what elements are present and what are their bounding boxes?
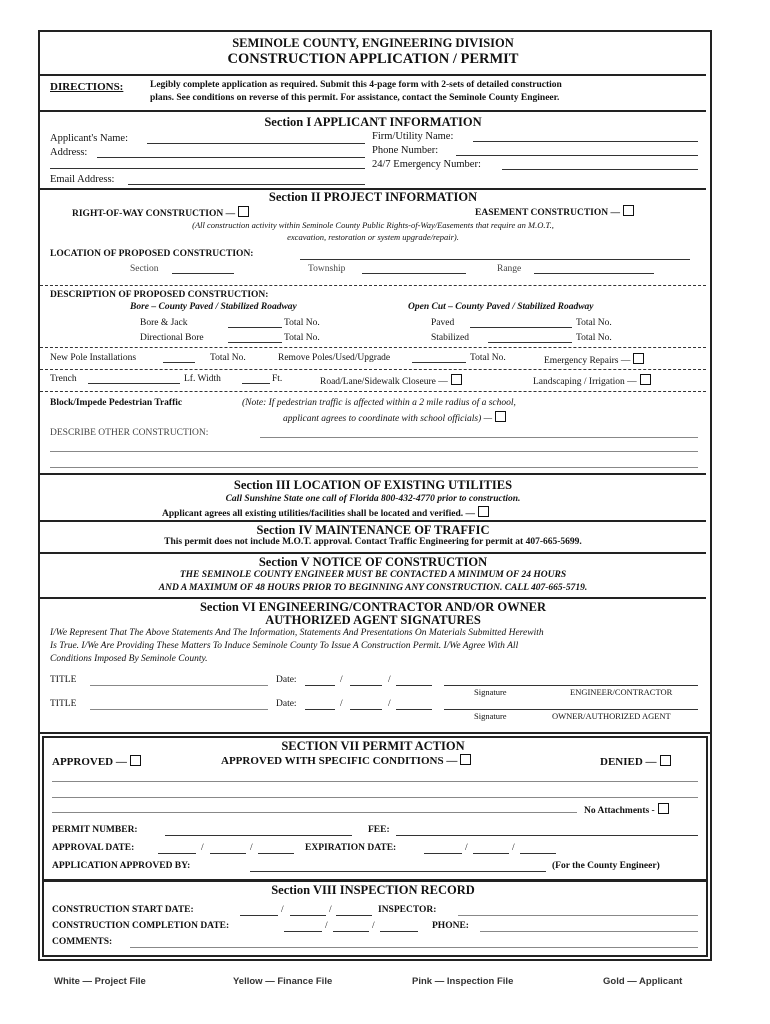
block-pedestrian-note-2 bbox=[283, 411, 506, 424]
easement-text: EASEMENT CONSTRUCTION — bbox=[475, 208, 620, 218]
representation-text-1: I/We Represent That The Above Statements And The Information, Statements And Presentations On Materials Submitted Herewith bbox=[50, 628, 544, 638]
directional-bore-label: Directional Bore bbox=[140, 333, 204, 343]
date-slash: / bbox=[512, 843, 515, 853]
phone-field[interactable] bbox=[456, 155, 698, 156]
remove-poles-field[interactable] bbox=[412, 362, 466, 363]
location-field[interactable] bbox=[300, 259, 690, 260]
date-day-1[interactable] bbox=[350, 685, 382, 686]
signature-line-1[interactable] bbox=[444, 685, 698, 686]
date-label-1: Date: bbox=[276, 675, 297, 685]
directional-bore-total: Total No. bbox=[284, 333, 320, 343]
divider bbox=[40, 473, 706, 475]
date-slash: / bbox=[340, 675, 343, 685]
form-title: CONSTRUCTION APPLICATION / PERMIT bbox=[227, 51, 519, 67]
stabilized-total: Total No. bbox=[576, 333, 612, 343]
conditions-line-3[interactable] bbox=[52, 812, 577, 813]
range-label: Range bbox=[497, 264, 522, 274]
dashed-divider bbox=[40, 369, 706, 370]
permit-number-field[interactable] bbox=[165, 835, 352, 836]
engineer-contractor-caption: ENGINEER/CONTRACTOR bbox=[570, 687, 673, 697]
notice-line-1: THE SEMINOLE COUNTY ENGINEER MUST BE CONTACTED A MINIMUM OF 24 HOURS bbox=[179, 570, 567, 580]
address-field[interactable] bbox=[97, 157, 365, 158]
new-pole-field[interactable] bbox=[163, 362, 195, 363]
paved-total: Total No. bbox=[576, 318, 612, 328]
comments-label: COMMENTS: bbox=[52, 937, 113, 947]
no-attachments-checkbox[interactable] bbox=[658, 803, 669, 814]
section-field[interactable] bbox=[172, 273, 234, 274]
date-slash: / bbox=[325, 921, 328, 931]
date-day-2[interactable] bbox=[350, 709, 382, 710]
county-engineer-caption: (For the County Engineer) bbox=[552, 861, 660, 871]
date-month-1[interactable] bbox=[305, 685, 335, 686]
firm-name-field[interactable] bbox=[473, 141, 698, 142]
remove-poles-label: Remove Poles/Used/Upgrade bbox=[278, 353, 391, 363]
section-8-title: Section VIII INSPECTION RECORD bbox=[271, 883, 475, 897]
title-label-1: TITLE bbox=[50, 675, 77, 685]
section-7-title: SECTION VII PERMIT ACTION bbox=[281, 739, 465, 753]
stabilized-field[interactable] bbox=[488, 342, 572, 343]
completion-date-year[interactable] bbox=[380, 931, 418, 932]
block-pedestrian-label: Block/Impede Pedestrian Traffic bbox=[50, 398, 183, 408]
approved-option bbox=[52, 755, 141, 768]
notice-line-2: AND A MAXIMUM OF 48 HOURS PRIOR TO BEGINNING ANY CONSTRUCTION. CALL 407-665-5719. bbox=[158, 583, 588, 593]
inspector-field[interactable] bbox=[458, 915, 698, 916]
start-date-year[interactable] bbox=[336, 915, 372, 916]
school-coordination-checkbox[interactable] bbox=[495, 411, 506, 422]
email-field[interactable] bbox=[128, 184, 365, 185]
copy-pink: Pink — Inspection File bbox=[412, 976, 514, 987]
mot-text: This permit does not include M.O.T. approval. Contact Traffic Engineering for permit at 407-665-5699. bbox=[164, 537, 582, 547]
approved-conditions-text: APPROVED WITH SPECIFIC CONDITIONS — bbox=[221, 755, 458, 767]
township-field[interactable] bbox=[362, 273, 466, 274]
describe-other-field-3[interactable] bbox=[50, 467, 698, 468]
section-2-title: Section II PROJECT INFORMATION bbox=[268, 190, 478, 204]
new-pole-total: Total No. bbox=[210, 353, 246, 363]
copy-white: White — Project File bbox=[54, 976, 146, 987]
approved-checkbox[interactable] bbox=[130, 755, 141, 766]
title-label-2: TITLE bbox=[50, 699, 77, 709]
range-field[interactable] bbox=[534, 273, 654, 274]
representation-text-3: Conditions Imposed By Seminole County. bbox=[50, 654, 208, 664]
approved-text: APPROVED — bbox=[52, 756, 127, 768]
approved-conditions-option bbox=[221, 754, 471, 767]
expiration-date-year[interactable] bbox=[520, 853, 556, 854]
right-of-way-text: RIGHT-OF-WAY CONSTRUCTION — bbox=[72, 209, 236, 219]
date-slash: / bbox=[329, 905, 332, 915]
completion-date-label: CONSTRUCTION COMPLETION DATE: bbox=[52, 921, 230, 931]
dashed-divider bbox=[40, 391, 706, 392]
section-6-title-1: Section VI ENGINEERING/CONTRACTOR AND/OR OWNER bbox=[199, 600, 547, 614]
approved-conditions-checkbox[interactable] bbox=[460, 754, 471, 765]
expiration-date-label: EXPIRATION DATE: bbox=[305, 843, 397, 853]
copy-gold: Gold — Applicant bbox=[603, 976, 683, 987]
easement-label bbox=[475, 205, 634, 218]
conditions-line-2[interactable] bbox=[52, 797, 698, 798]
signature-caption-2: Signature bbox=[474, 711, 507, 721]
lf-width-label: Lf. Width bbox=[184, 374, 221, 384]
location-label: LOCATION OF PROPOSED CONSTRUCTION: bbox=[50, 249, 254, 259]
conditions-line-1[interactable] bbox=[52, 781, 698, 782]
approval-date-month[interactable] bbox=[158, 853, 196, 854]
date-year-2[interactable] bbox=[396, 709, 432, 710]
email-label: Email Address: bbox=[50, 174, 115, 185]
describe-other-field-2[interactable] bbox=[50, 451, 698, 452]
block-note-2-text: applicant agrees to coordinate with school officials) — bbox=[283, 414, 493, 424]
directions-text-1: Legibly complete application as required. Submit this 4-page form with 2-sets of detailed construction bbox=[150, 80, 562, 90]
trench-field[interactable] bbox=[88, 383, 180, 384]
section-6-title-2: AUTHORIZED AGENT SIGNATURES bbox=[265, 613, 481, 627]
approval-date-label: APPROVAL DATE: bbox=[52, 843, 135, 853]
date-slash: / bbox=[340, 699, 343, 709]
completion-date-month[interactable] bbox=[284, 931, 322, 932]
section-3-title: Section III LOCATION OF EXISTING UTILITIES bbox=[233, 478, 513, 492]
form-agency-title: SEMINOLE COUNTY, ENGINEERING DIVISION bbox=[232, 36, 514, 50]
comments-field[interactable] bbox=[130, 947, 698, 948]
inspector-label: INSPECTOR: bbox=[378, 905, 437, 915]
date-slash: / bbox=[250, 843, 253, 853]
new-pole-label: New Pole Installations bbox=[50, 353, 137, 363]
description-label: DESCRIPTION OF PROPOSED CONSTRUCTION: bbox=[50, 290, 269, 300]
bore-heading: Bore – County Paved / Stabilized Roadway bbox=[130, 302, 297, 312]
divider bbox=[40, 74, 706, 76]
firm-name-label: Firm/Utility Name: bbox=[372, 131, 454, 142]
divider bbox=[40, 110, 706, 112]
directions-label: DIRECTIONS: bbox=[50, 81, 124, 93]
representation-text-2: Is True. I/We Are Providing These Matters To Induce Seminole County To Issue A Construction Permit. I/We Agree With All bbox=[50, 641, 519, 651]
open-cut-heading: Open Cut – County Paved / Stabilized Roadway bbox=[408, 302, 594, 312]
date-year-1[interactable] bbox=[396, 685, 432, 686]
emergency-repairs-text: Emergency Repairs — bbox=[544, 356, 631, 366]
start-date-month[interactable] bbox=[240, 915, 278, 916]
approved-by-field[interactable] bbox=[250, 871, 546, 872]
date-slash: / bbox=[465, 843, 468, 853]
address-field-2[interactable] bbox=[50, 168, 365, 169]
landscaping-checkbox[interactable] bbox=[640, 374, 651, 385]
approved-by-label: APPLICATION APPROVED BY: bbox=[52, 861, 191, 871]
address-label: Address: bbox=[50, 147, 88, 158]
no-attachments-option bbox=[584, 803, 669, 816]
directions-text-2: plans. See conditions on reverse of this permit. For assistance, contact the Seminole County Engineer. bbox=[150, 93, 560, 103]
no-attachments-text: No Attachments - bbox=[584, 806, 655, 816]
directional-bore-field[interactable] bbox=[228, 342, 282, 343]
bore-jack-total: Total No. bbox=[284, 318, 320, 328]
applicant-name-label: Applicant's Name: bbox=[50, 133, 128, 144]
completion-date-day[interactable] bbox=[333, 931, 369, 932]
describe-other-field[interactable] bbox=[260, 437, 698, 438]
signature-caption-1: Signature bbox=[474, 687, 507, 697]
approval-date-day[interactable] bbox=[210, 853, 246, 854]
bore-jack-field[interactable] bbox=[228, 327, 282, 328]
date-slash: / bbox=[281, 905, 284, 915]
road-closure-label bbox=[320, 374, 462, 387]
project-note-2: excavation, restoration or system upgrade/repair). bbox=[287, 232, 459, 242]
phone-label: Phone Number: bbox=[372, 145, 439, 156]
signature-line-2[interactable] bbox=[444, 709, 698, 710]
stabilized-label: Stabilized bbox=[431, 333, 469, 343]
paved-field[interactable] bbox=[470, 327, 572, 328]
easement-checkbox[interactable] bbox=[623, 205, 634, 216]
denied-text: DENIED — bbox=[600, 756, 657, 768]
dashed-divider bbox=[40, 347, 706, 348]
date-slash: / bbox=[388, 675, 391, 685]
fee-label: FEE: bbox=[368, 825, 390, 835]
verify-utilities-text bbox=[162, 506, 489, 519]
verify-utilities-checkbox[interactable] bbox=[478, 506, 489, 517]
date-slash: / bbox=[372, 921, 375, 931]
describe-other-label: DESCRIBE OTHER CONSTRUCTION: bbox=[50, 428, 209, 438]
road-closure-checkbox[interactable] bbox=[451, 374, 462, 385]
emergency-repairs-label bbox=[544, 353, 644, 366]
date-month-2[interactable] bbox=[305, 709, 335, 710]
expiration-date-day[interactable] bbox=[473, 853, 509, 854]
fee-field[interactable] bbox=[396, 835, 698, 836]
section-5-title: Section V NOTICE OF CONSTRUCTION bbox=[258, 555, 488, 569]
section-4-title: Section IV MAINTENANCE OF TRAFFIC bbox=[256, 523, 490, 537]
owner-agent-caption: OWNER/AUTHORIZED AGENT bbox=[552, 711, 671, 721]
road-closure-text: Road/Lane/Sidewalk Closeure — bbox=[320, 377, 448, 387]
right-of-way-label bbox=[72, 206, 249, 219]
date-slash: / bbox=[201, 843, 204, 853]
lf-width-field[interactable] bbox=[242, 383, 270, 384]
title-field-2[interactable] bbox=[90, 709, 268, 710]
remove-poles-total: Total No. bbox=[470, 353, 506, 363]
block-pedestrian-note-1: (Note: If pedestrian traffic is affected within a 2 mile radius of a school, bbox=[242, 398, 516, 408]
bore-jack-label: Bore & Jack bbox=[140, 318, 188, 328]
verify-utilities-label: Applicant agrees all existing utilities/facilities shall be located and verified. — bbox=[162, 509, 476, 519]
landscaping-text: Landscaping / Irrigation — bbox=[533, 377, 637, 387]
start-date-day[interactable] bbox=[290, 915, 326, 916]
title-field-1[interactable] bbox=[90, 685, 268, 686]
start-date-label: CONSTRUCTION START DATE: bbox=[52, 905, 194, 915]
denied-option bbox=[600, 755, 671, 768]
date-label-2: Date: bbox=[276, 699, 297, 709]
inspection-phone-field[interactable] bbox=[480, 931, 698, 932]
expiration-date-month[interactable] bbox=[424, 853, 462, 854]
date-slash: / bbox=[388, 699, 391, 709]
divider bbox=[40, 552, 706, 554]
applicant-name-field[interactable] bbox=[147, 143, 365, 144]
trench-label: Trench bbox=[50, 374, 77, 384]
paved-label: Paved bbox=[431, 318, 455, 328]
project-note-1: (All construction activity within Seminole County Public Rights-of-Way/Easements that require an M.O.T., bbox=[192, 220, 554, 230]
divider bbox=[40, 597, 706, 599]
landscaping-label bbox=[533, 374, 651, 387]
emergency-number-field[interactable] bbox=[502, 169, 698, 170]
ft-label: Ft. bbox=[272, 374, 283, 384]
approval-date-year[interactable] bbox=[258, 853, 294, 854]
call-sunshine-text: Call Sunshine State one call of Florida 800-432-4770 prior to construction. bbox=[225, 494, 521, 504]
right-of-way-checkbox[interactable] bbox=[238, 206, 249, 217]
township-label: Township bbox=[308, 264, 346, 274]
section-label: Section bbox=[130, 264, 159, 274]
dashed-divider bbox=[40, 285, 706, 286]
denied-checkbox[interactable] bbox=[660, 755, 671, 766]
permit-number-label: PERMIT NUMBER: bbox=[52, 825, 138, 835]
section-1-title: Section I APPLICANT INFORMATION bbox=[264, 115, 482, 129]
copy-yellow: Yellow — Finance File bbox=[233, 976, 333, 987]
emergency-number-label: 24/7 Emergency Number: bbox=[372, 159, 481, 170]
emergency-repairs-checkbox[interactable] bbox=[633, 353, 644, 364]
divider bbox=[40, 520, 706, 522]
inspection-phone-label: PHONE: bbox=[432, 921, 469, 931]
